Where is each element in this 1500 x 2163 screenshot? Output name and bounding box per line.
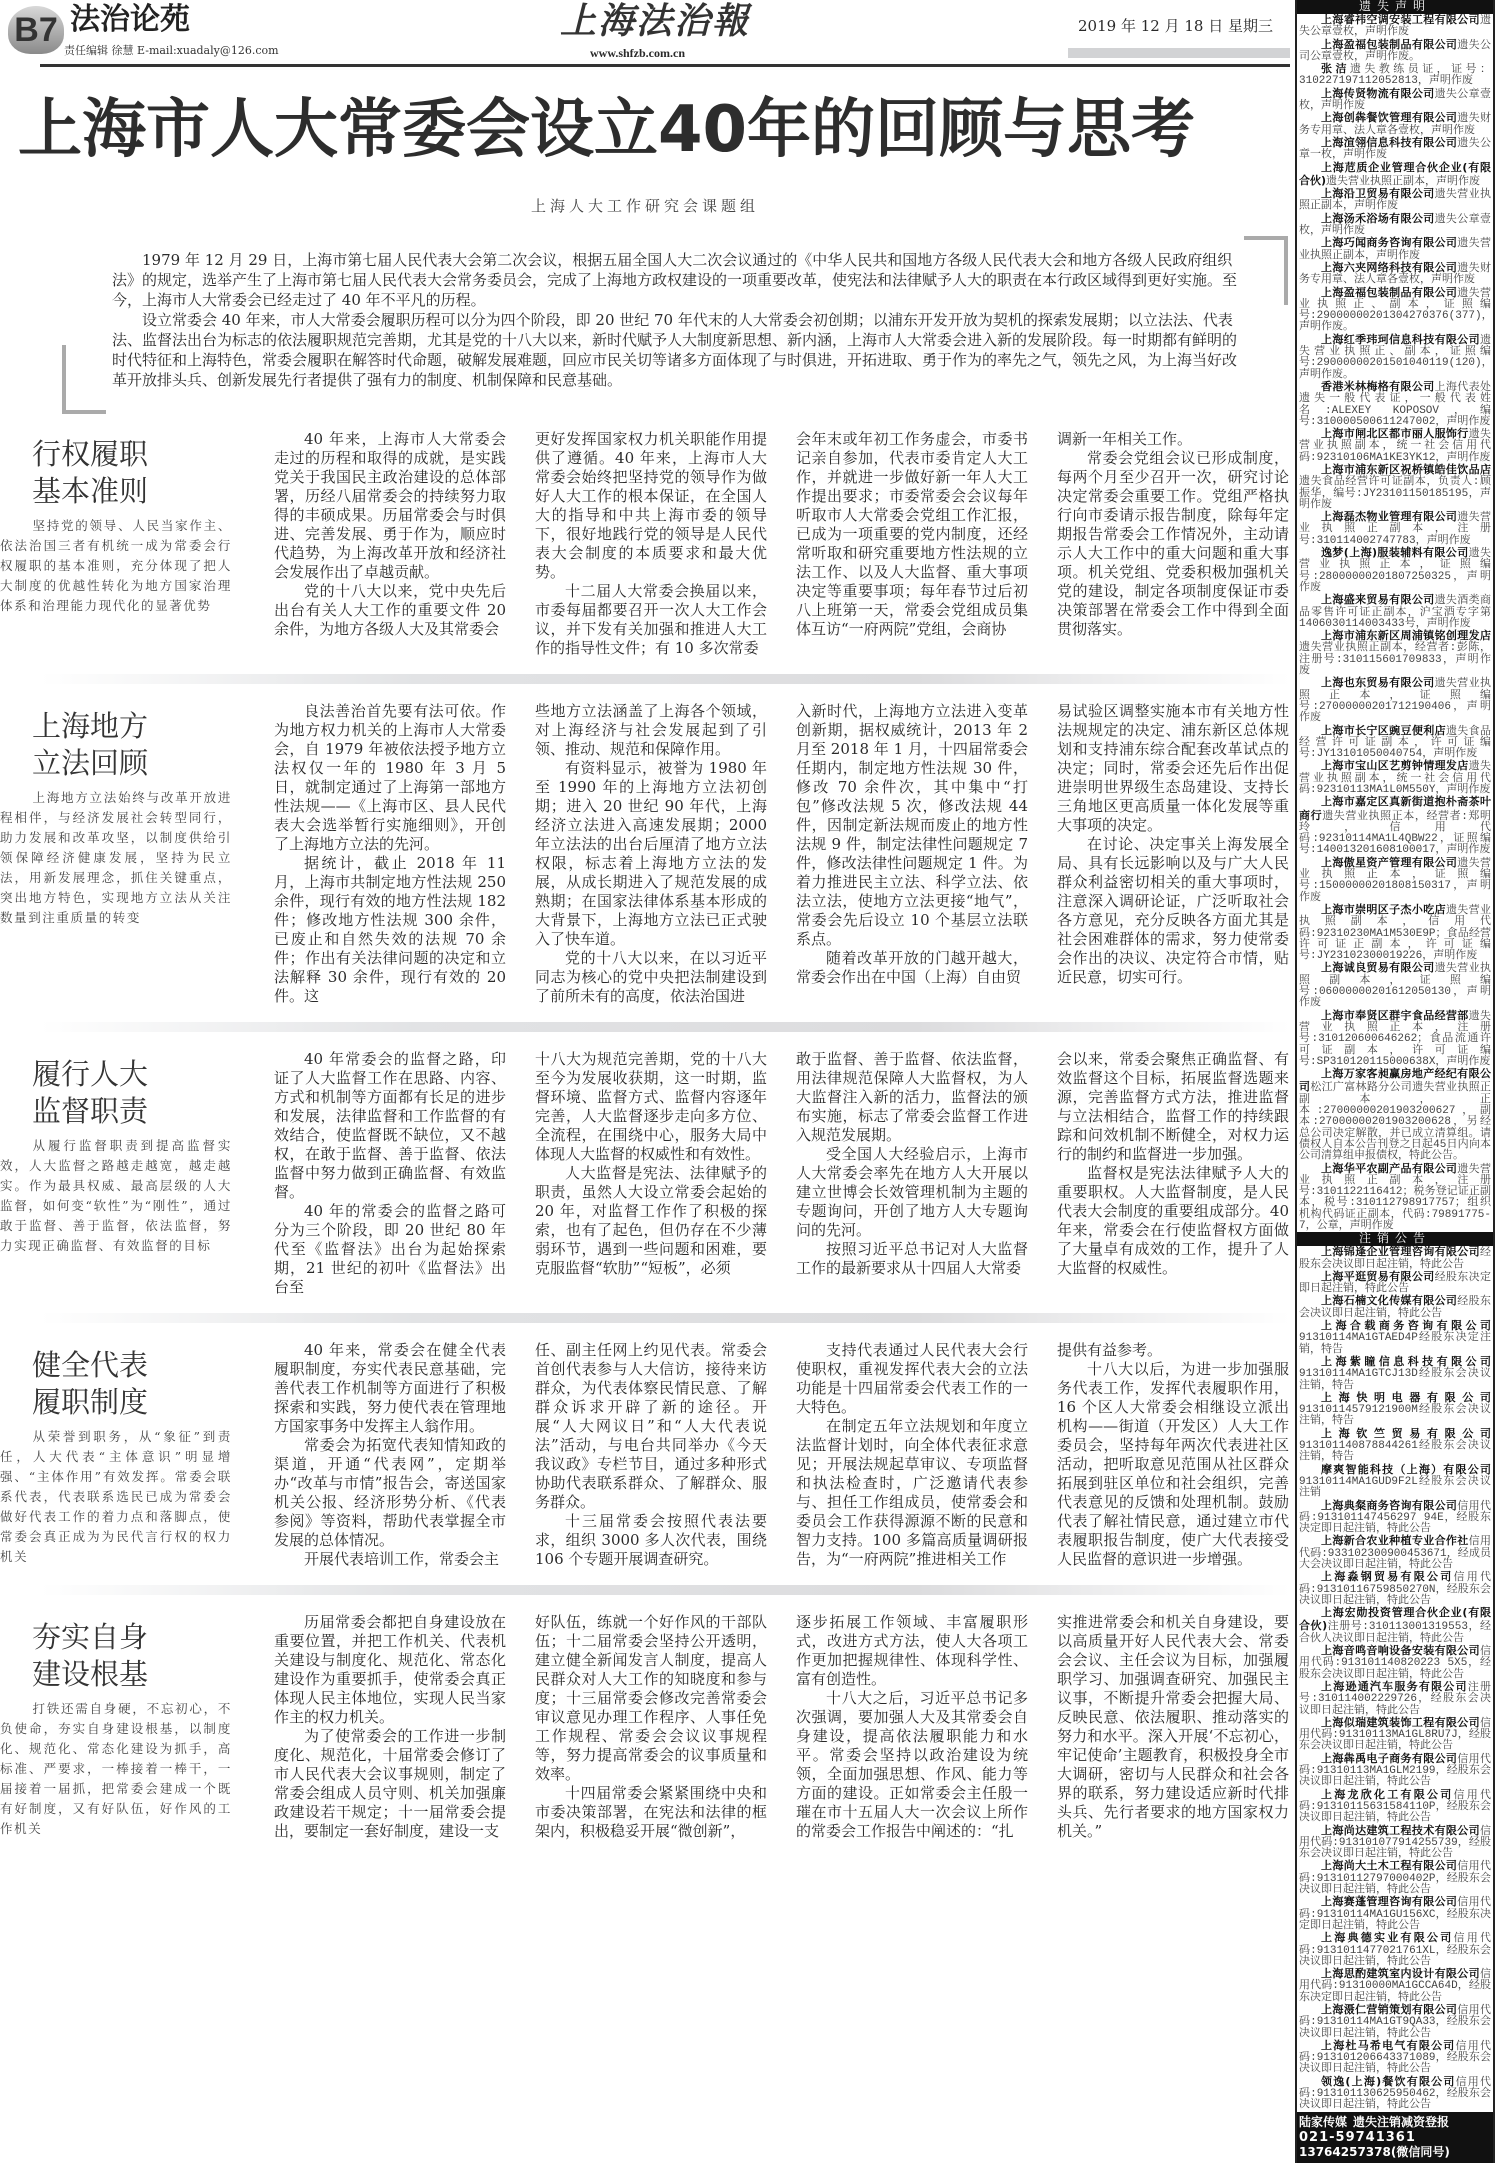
text-column: [1057, 1613, 1289, 1841]
lost-notice-notice: [1297, 594, 1493, 630]
section-summary: 上海地方立法始终与改革开放进程相伴，与经济发展社会转型同行，助力发展和改革攻坚，以制度供给引领保障经济健康发展，坚持为民立法，用新发展理念，抓住关键重点，突出地方特色，实现地方立法从关注数量到注重质量的转变: [0, 790, 232, 925]
notice-company: 上海尚达建筑工程技术有限公司: [1321, 1823, 1480, 1837]
section-heading-line: 上海地方: [32, 709, 149, 743]
section-divider: [40, 1313, 1290, 1323]
paragraph: 40 年来，常委会在健全代表履职制度，夯实代表民意基础，完善代表工作机制等方面进行了积极探索和实践，努力使代表在管理地方国家事务中发挥主人翁作用。: [274, 1341, 506, 1435]
notice-text: 信用代码:91310000MA1GCCA64D，经股东决定即日起注销，特此公告: [1299, 1969, 1491, 2004]
editor-line: 责任编辑 徐慧 E-mail:xuadaly@126.com: [64, 44, 279, 57]
notice-text: 松江广富林路分公司遗失营业执照正副本，正本:27000000201903200627，副本:27000000201903200628，另经总公司决定解散，并已成立清算组。请债权人自本公告刊登之日起45日内向本公司清算组申报债权，特此公告。: [1299, 1082, 1491, 1163]
section-sidebar: [0, 1050, 232, 1297]
notice-company: 上海华平农副产品有限公司: [1321, 1161, 1458, 1175]
cancellation-notice: [1297, 1607, 1493, 1645]
cancellation-notice: [1297, 1753, 1493, 1789]
lost-notice-notice: [1297, 1068, 1493, 1162]
website-link[interactable]: www.shfzb.com.cn: [590, 46, 685, 60]
text-column: [535, 1050, 767, 1297]
section-sidebar: [0, 1613, 232, 1841]
notice-company: 上海宏勋投资管理合伙企业(有限合伙): [1299, 1606, 1491, 1633]
cancellation-notice: [1297, 1246, 1493, 1271]
notice-company: 上海快明电器有限公司: [1321, 1390, 1491, 1404]
notice-company: 上海市浦东新区周浦镇铭创理发店: [1321, 629, 1491, 643]
notice-company: 上海逊通汽车服务有限公司: [1321, 1679, 1468, 1693]
page-number-badge: B7: [8, 6, 64, 54]
lost-notice-notice: [1297, 1163, 1493, 1233]
section-summary: 坚持党的领导、人民当家作主、依法治国三者有机统一成为常委会行权履职的基本准则，充分体现了把人大制度的优越性转化为地方国家治理体系和治理能力现代化的显著优势: [0, 518, 232, 613]
paragraph: 十二届人大常委会换届以来，市委每届都要召开一次人大工作会议，并下发有关加强和推进人大工作的指导性文件；有 10 多次常委: [535, 582, 767, 657]
paragraph: 常委会党组会议已形成制度，每两个月至少召开一次，研究讨论决定常委会重要工作。党组严格执行向市委请示报告制度，除每年定期报告常委会工作情况外，主动请示人大工作中的重大问题和重大事项。机关党组、党委积极加强机关党的建设，制定各项制度保证市委决策部署在常委会工作中得到全面贯彻落实。: [1057, 449, 1289, 638]
text-column: [796, 1050, 1028, 1297]
section-heading-line: 夯实自身: [32, 1620, 149, 1654]
article-section: [0, 1329, 1290, 1579]
notice-text: 遗失食品经营许可证副本，许可证编号:JY13101050040754，声明作废: [1299, 725, 1492, 761]
notice-company: 上海盈福包装制品有限公司: [1321, 37, 1458, 51]
notice-company: 上海合载商务咨询有限公司: [1321, 1319, 1491, 1333]
lost-notice-notice: [1297, 188, 1493, 213]
notice-text: 遗失教练员证，证号：310227197112052813，声明作废: [1299, 64, 1492, 88]
paragraph: 有资料显示，被誉为 1980 年至 1990 年的上海地方立法初创期；进入 20 世纪 90 年代，上海经济立法进入高速发展期；2000 年立法法的出台后厘清了地方立法权限，标志着上海地方立法的发展，从成长期进入了规范发展的成熟期；在国家法律体系基本形成的大背景下，上海地方立法已正式驶入了快车道。: [535, 759, 767, 948]
ad-agency-footer: [1297, 2112, 1493, 2163]
lost-notice-notice: [1297, 904, 1493, 962]
notice-text: 信用代码:91310115631584110P，经股东会决议即日起注销，特此公告: [1299, 1789, 1491, 1825]
notice-company: 上海平逛贸易有限公司: [1321, 1269, 1435, 1283]
article-section: [0, 418, 1290, 668]
notice-company: 上海杜马希电气有限公司: [1321, 2038, 1456, 2052]
cancellation-notice: [1297, 1535, 1493, 1571]
notice-company: 上海傲星资产管理有限公司: [1321, 855, 1458, 869]
paragraph: 在制定五年立法规划和年度立法监督计划时，向全体代表征求意见；开展法规起草审议、专项监督和执法检查时，广泛邀请代表参与、担任工作组成员，使常委会和委员会工作获得源源不断的民意和智力支持。100 多篇高质量调研报告，为“一府两院”推进相关工作: [796, 1417, 1028, 1568]
text-column: [796, 1613, 1028, 1841]
notice-text: 91310114MA1GTAED4P经股东决定注销，特告: [1299, 1332, 1491, 1356]
intro-bracket-left: [62, 345, 106, 414]
notice-text: 信用代码:91310116759850270N，经股东会决议即日起注销，特此公告: [1299, 1572, 1491, 1607]
paragraph: 提供有益参考。: [1057, 1341, 1163, 1359]
lost-notice-notice: [1297, 14, 1493, 39]
lost-notice-notice: [1297, 213, 1493, 238]
agency-phone[interactable]: 021-59741361: [1299, 2129, 1416, 2145]
notice-text: 遗失营业执照正本，证照编号:27000000201712190406，声明作废: [1299, 678, 1492, 725]
notice-text: 经股东决定即日起注销，特此公告: [1299, 1271, 1492, 1296]
notice-text: 遗失营业执照正本，证照编号:28000000201807250325，声明作废: [1299, 548, 1492, 594]
section-summary: 从履行监督职责到提高监督实效，人大监督之路越走越宽，越走越实。作为最具权威、最高层级的人大监督，如何变“软性”为“刚性”，通过敢于监督、善于监督，依法监督，努力实现正确监督、有效监督的目标: [0, 1138, 232, 1253]
article-byline: 上海人大工作研究会课题组: [530, 197, 759, 215]
notice-text: 遗失财务专用章、法人章各壹枚，声明作废: [1299, 113, 1492, 137]
notice-company: 上海典粲商务咨询有限公司: [1321, 1498, 1458, 1512]
lost-notice-heading: 遗失声明: [1297, 0, 1493, 14]
issue-date: 2019 年 12 月 18 日 星期三: [1078, 17, 1273, 35]
notice-text: 遗失营业执照正副本，声明作废: [1326, 175, 1481, 188]
notice-company: 上海盈福包装制品有限公司: [1321, 285, 1458, 299]
paragraph: 更好发挥国家权力机关职能作用提供了遵循。40 年来，上海市人大常委会始终把坚持党的领导作为做好人大工作的根本保证，在全国人大的指导和中共上海市委的领导下，很好地践行党的领导是人民代表大会制度的本质要求和最大优势。: [535, 430, 767, 581]
cancellation-notice: [1297, 1860, 1493, 1896]
notice-company: 张洁: [1321, 62, 1350, 76]
notice-company: 上海市奉贤区群宇食品经营部: [1321, 1008, 1469, 1022]
cancellation-notice: [1297, 1896, 1493, 1932]
notice-company: 上海创犇餐饮管理有限公司: [1321, 111, 1458, 125]
lost-notice-notice: [1297, 857, 1493, 904]
notice-company: 上海似瑞建筑装饰工程有限公司: [1321, 1715, 1480, 1729]
article-section: [0, 1601, 1290, 1851]
intro-paragraph: 1979 年 12 月 29 日，上海市第七届人民代表大会第二次会议，根据五届全国人大二次会议通过的《中华人民共和国地方各级人民代表大会和地方各级人民政府组织法》的规定，选举产生了上海市第七届人民代表大会常务委员会，完成了上海地方政权建设的一项重要改革，使宪法和法律赋予人大的职责在本行政区域得到更好实施。至今，上海市人大常委会已经走过了 40 年不平凡的历程。: [112, 251, 1238, 309]
cancellation-notice: [1297, 1825, 1493, 1861]
intro-paragraph: 设立常委会 40 年来，市人大常委会履职历程可以分为四个阶段，即 20 世纪 70 年代末的人大常委会初创期；以浦东开发开放为契机的探索发展期；以立法法、代表法、监督法出台为标志的依法履职规范完善期，尤其是党的十八大以来，新时代赋予人大制度新思想、新内涵，上海市人大常委会进入新的发展阶段。每一时期都有鲜明的时代特征和上海特色，常委会履职在解答时代命题，破解发展难题，回应市民关切等诸多方面体现了与时俱进，开拓进取、勇于作为的率先之气，领先之风，为上海当好改革开放排头兵、创新发展先行者提供了强有力的制度、机制保障和民意基础。: [112, 311, 1238, 389]
lost-notice-notice: [1297, 63, 1493, 88]
notice-text: 信用代码:91310114MA1GU156XC，经股东决定即日起注销，特此公告: [1299, 1897, 1492, 1932]
paragraph: 会以来，常委会聚焦正确监督、有效监督这个目标，拓展监督选题来源，完善监督方式方法，推进监督与立法相结合，监督工作的持续跟踪和问效机制不断健全，对权力运行的制约和监督进一步加强。: [1057, 1050, 1289, 1163]
section-heading-line: 基本准则: [32, 474, 149, 508]
text-column: [274, 1613, 506, 1841]
notice-company: 上海尚大土木工程有限公司: [1321, 1859, 1458, 1873]
text-column: [535, 1341, 767, 1569]
footer-row: [1299, 2115, 1491, 2130]
article-intro: [112, 250, 1247, 390]
cancellation-notice: [1297, 1645, 1493, 1681]
notice-text: 信用代码:91310113MA1GL8RU7J，经股东会决议即日起注销，特此公告: [1299, 1717, 1491, 1753]
notice-company: 上海巧闻商务咨询有限公司: [1321, 236, 1458, 250]
agency-service: 遗失注销减资登报: [1353, 2114, 1450, 2129]
lost-notice-notice: [1297, 464, 1493, 511]
section-sidebar: [0, 430, 232, 658]
paragraph: 党的十八大以来，党中央先后出台有关人大工作的重要文件 20 余件，为地方各级人大及其常委会: [274, 582, 506, 638]
paragraph: 逐步拓展工作领域、丰富履职形式，改进方式方法，使人大各项工作更加把握规律性、体现科学性、富有创造性。: [796, 1613, 1028, 1688]
text-column: [535, 702, 767, 1006]
notice-company: 上海市崇明区子杰小吃店: [1321, 902, 1446, 916]
cancellation-notice: [1297, 1464, 1493, 1500]
paragraph: 十四届常委会紧紧围绕中央和市委决策部署，在宪法和法律的框架内，积极稳妥开展“微创新”，: [535, 1784, 767, 1840]
classified-ads-column: [1295, 0, 1495, 2163]
lost-notice-notice: [1297, 162, 1493, 189]
text-column: [274, 430, 506, 658]
paragraph: 常委会为拓宽代表知情知政的渠道，开通“代表网”，定期举办“改革与市情”报告会，寄送国家机关公报、经济形势分析、《代表参阅》等资料，帮助代表掌握全市发展的总体情况。: [274, 1436, 506, 1549]
notice-text: 遗失财务专用章、法人章各壹枚，声明作废: [1299, 262, 1492, 287]
cancellation-notice: [1297, 2076, 1493, 2112]
cancellation-notice: [1297, 1271, 1493, 1296]
paragraph: 在讨论、决定事关上海发展全局、具有长远影响以及与广大人民群众利益密切相关的重大事项时，注意深入调研论证，广泛听取社会各方意见，充分反映各方面尤其是社会困难群体的需求，努力使常委会作出的决议、决定符合市情，贴近民意，切实可行。: [1057, 835, 1289, 986]
notice-text: 913101140878844261经股东会决议注销，特告: [1299, 1440, 1491, 1464]
notice-text: 遗失公司公章壹枚，声明作废。: [1299, 39, 1492, 63]
section-sidebar: [0, 1341, 232, 1569]
lost-notice-notice: [1297, 39, 1493, 64]
agency-mobile[interactable]: 13764257378(微信同号): [1299, 2144, 1450, 2159]
article-sections: [0, 418, 1290, 1851]
text-column: [796, 1341, 1028, 1569]
cancellation-notice: [1297, 1500, 1493, 1536]
notice-company: 上海苊质企业管理合伙企业(有限合伙): [1299, 160, 1491, 187]
notice-text: 遗失营业执照正、副本，证照编号:29000000201501040119(120)，声明作废。: [1299, 334, 1493, 381]
text-column: [796, 430, 1028, 658]
notice-company: 上海沿卫贸易有限公司: [1321, 187, 1435, 201]
section-summary: 从荣誉到职务，从“象征”到责任，人大代表“主体意识”明显增强、“主体作用”有效发挥。常委会联系代表，代表联系选民已成为常委会做好代表工作的着力点和落脚点，使常委会真正成为为民代言行权的权力机关: [0, 1429, 232, 1564]
notice-company: 上海石楠文化传媒有限公司: [1321, 1294, 1458, 1308]
section-heading-line: 健全代表: [32, 1348, 149, 1382]
lost-notice-notice: [1297, 381, 1493, 428]
notice-company: 上海诚良贸易有限公司: [1321, 961, 1435, 975]
paragraph: 按照习近平总书记对人大监督工作的最新要求从十四届人大常委: [796, 1240, 1028, 1277]
notice-text: 遗失公章壹枚，声明作废: [1299, 15, 1491, 39]
paragraph: 任、副主任网上约见代表。常委会首创代表参与人大信访，接待来访群众，为代表体察民情民意、了解群众诉求开辟了新的途径。开展“人大网议日”和“人大代表说法”活动，与电台共同举办《今天我议政》专栏节目，通过多种形式协助代表联系群众、了解群众、服务群众。: [535, 1341, 767, 1511]
paragraph: 40 年常委会的监督之路，印证了人大监督工作在思路、内容、方式和机制等方面都有长足的进步和发展，法律监督和工作监督的有效结合，使监督既不缺位，又不越权，在敢于监督、善于监督、依法监督中努力做到正确监督、有效监督。: [274, 1050, 506, 1201]
notice-text: 遗失营业执照正副本，注册号:3101122116412；税务登记证正副本，税号:310112798917757；组织机构代码证正副本，代码:79891775-7，公章，声明作废: [1299, 1163, 1492, 1232]
notice-text: 遗失公章一枚，声明作废: [1299, 137, 1492, 162]
paragraph: 历届常委会都把自身建设放在重要位置，并把工作机关、代表机关建设与制度化、规范化、常态化建设作为重要抓手，使常委会真正体现人民主体地位，实现人民当家作主的权力机关。: [274, 1613, 506, 1726]
text-column: [1057, 1050, 1289, 1297]
text-column: [274, 1050, 506, 1297]
notice-company: 摩爽智能科技（上海）有限公司: [1321, 1462, 1491, 1476]
section-heading: [32, 708, 232, 782]
notice-text: 91310114MA1GTCJ13D经股东会决议注销，特告: [1299, 1368, 1491, 1392]
intro-bracket-right: [1244, 236, 1288, 305]
paragraph: 会年末或年初工作务虚会，市委书记亲自参加，代表市委肯定人大工作，并就进一步做好新一年人大工作提出要求；市委常委会会议每年听取市人大常委会党组工作汇报，已成为一项重要的党内制度，还经常听取和研究重要地方性法规的立法工作、以及人大监督、重大事项决定等重要事项；每年春节过后初八上班第一天，常委会党组成员集体互访“一府两院”党组，会商协: [796, 430, 1028, 638]
notice-company: 上海犇禹电子商务有限公司: [1321, 1751, 1458, 1765]
notice-company: 香港米林梅格有限公司: [1321, 379, 1435, 393]
notice-text: 91310114579121900M经股东会决议注销，特告: [1299, 1404, 1491, 1428]
section-heading: [32, 1056, 232, 1130]
notice-text: 遗失营业执照正本，经营者:郑明玲，信用代码:92310114MA1L4QBW22，证照编号:140013201608100017，声明作废: [1299, 810, 1492, 857]
notice-text: 遗失营业执照正本，注册号:310120600646262；食品流通许可证副本，许可证编号:SP310120115000638X，声明作废: [1299, 1010, 1492, 1068]
notice-text: 遗失酒类商品零售许可证正副本，沪宝酒专字第1406030114003433号，声明作废: [1299, 595, 1492, 630]
notice-text: 遗失营业执照副本，统一社会信用代码:92310106MA1KE3YK12，声明作废: [1299, 429, 1492, 464]
notice-text: 经股东会决议即日起注销，特此公告: [1299, 1247, 1491, 1271]
cancellation-heading: 注销公告: [1297, 1232, 1493, 1246]
paragraph: 人大监督是宪法、法律赋予的职责，虽然人大设立常委会起始的 20 年，对监督工作作了积极的探索，也有了起色，但仍存在不少薄弱环节，遇到一些问题和困难，要克服监督“软肋”“短板”，必须: [535, 1164, 767, 1277]
notice-text: 信用代码:91310112797000402P，经股东会决议即日起注销，特此公告: [1299, 1861, 1492, 1897]
section-heading: [32, 1619, 232, 1693]
section-heading-line: 行权履职: [32, 437, 149, 471]
paragraph: 好队伍，练就一个好作风的干部队伍；十二届常委会坚持公开透明，建立健全新闻发言人制度，提高人民群众对人大工作的知晓度和参与度；十三届常委会修改完善常委会审议意见办理工作程序、人事任免工作规程、常委会会议议事规程等，努力提高常委会的议事质量和效率。: [535, 1613, 767, 1783]
notice-text: 遗失公章壹枚，声明作废: [1299, 88, 1492, 113]
notice-text: 信用代码:913101206643371089，经股东会决议即日起注销，特此公告: [1299, 2040, 1492, 2076]
lost-notice-notice: [1297, 137, 1493, 162]
paragraph: 实推进常委会和机关自身建设，要以高质量开好人民代表大会、常委会会议、主任会议为目标，加强履职学习、加强调查研究、加强民主议事，不断提升常委会把握大局、反映民意、依法履职、推动落实的努力和水平。深入开展‘不忘初心，牢记使命’主题教育，积极投身全市大调研，密切与人民群众和社会各界的联系，努力建设适应新时代排头兵、先行者要求的地方国家权力机关。”: [1057, 1613, 1289, 1840]
notice-text: 遗失营业执照副本，证照编号:06000000201612050130，声明作废: [1299, 963, 1492, 1010]
section-heading-line: 建设根基: [32, 1657, 149, 1691]
section-divider: [40, 1585, 1290, 1595]
section-heading-line: 履职制度: [32, 1385, 149, 1419]
paragraph: 十八大之后，习近平总书记多次强调，要加强人大及其常委会自身建设，提高依法履职能力和水平。常委会坚持以政治建设为统领，全面加强思想、作风、能力等方面的建设。正如常委会主任殷一璀在市十五届人大一次会议上所作的常委会工作报告中阐述的：“扎: [796, 1689, 1028, 1840]
paragraph: 十八大以后，为进一步加强服务代表工作，发挥代表履职作用，16 个区人大常委会相继设立派出机构——街道（开发区）人大工作委员会，坚持每年两次代表进社区活动，把听取意见范围从社区群众拓展到驻区单位和社会组织，完善代表意见的反馈和处理机制。鼓励代表了解社情民意，通过建立市代表履职报告制度，使广大代表接受人民监督的意识进一步增强。: [1057, 1360, 1289, 1568]
text-column: [1057, 1341, 1289, 1569]
paragraph: 据统计，截止 2018 年 11 月，上海市共制定地方性法规 250 余件，现行有效的地方性法规 182 件；修改地方性法规 300 余件，已废止和自然失效的法规 70 余件；作出有关法律问题的决定和立法解释 30 余件，现行有效的 20 件。这: [274, 854, 506, 1005]
notice-text: 遗失营业执照正、副本，证照编号:29000000201304270376(377)，声明作废。: [1299, 287, 1493, 334]
lost-notice-notice: [1297, 725, 1493, 761]
notice-company: 上海渲翎信息科技有限公司: [1321, 135, 1458, 149]
lost-notice-notice: [1297, 334, 1493, 381]
text-column: [535, 430, 767, 658]
section-heading-line: 履行人大: [32, 1057, 149, 1091]
notice-text: 遗失营业执照正副本，注册号:310114002747783，声明作废: [1299, 512, 1492, 547]
notice-company: 上海市宝山区艺剪钟情理发店: [1321, 759, 1469, 773]
cancellation-notice: [1297, 1320, 1493, 1356]
paragraph: 调新一年相关工作。: [1057, 430, 1193, 448]
paragraph: 十八大为规范完善期，党的十八大至今为发展收获期，这一时期，监督环境、监督方式、监督内容逐年完善，人大监督逐步走向多方位、全流程，在围绕中心，服务大局中体现人大监督的权威性和有效性。: [535, 1050, 767, 1163]
notice-text: 信用代码:9131011477021761XL，经股东会决议即日起注销，特此公告: [1299, 1933, 1491, 1968]
notice-text: 遗失营业执照正副本，经营者:彭陈，注册号:310115601709833，声明作废: [1299, 642, 1491, 678]
cancellation-notice: [1297, 1717, 1493, 1753]
notice-company: 逸梦(上海)服装辅料有限公司: [1321, 546, 1469, 560]
notice-company: 上海红季玮珂信息科技有限公司: [1321, 332, 1480, 346]
notice-text: 遗失营业执照正副本，声明作废: [1299, 189, 1492, 213]
notice-company: 上海市嘉定区真新街道抱朴斋茶叶商行: [1299, 795, 1491, 822]
cancellation-notice: [1297, 1932, 1493, 1968]
lost-notice-notice: [1297, 547, 1493, 594]
section-summary: 打铁还需自身硬，不忘初心，不负使命，夯实自身建设根基，以制度化、规范化、常态化建设为抓手，高标准、严要求，一棒接着一棒干，一届接着一届抓，把常委会建成一个既有好制度，又有好队伍，好作风的工作机关: [0, 1701, 232, 1836]
notice-company: 上海万家客昶赢房地产经纪有限公司: [1299, 1067, 1491, 1094]
lost-notice-notice: [1297, 760, 1493, 796]
header-rule: [40, 64, 1290, 67]
notice-company: 上海锦逢企业管理咨询有限公司: [1321, 1245, 1480, 1259]
notice-company: 上海磊杰物业管理有限公司: [1321, 510, 1458, 524]
notice-company: 上海汤禾浴场有限公司: [1321, 211, 1435, 225]
section-heading-line: 立法回顾: [32, 746, 149, 780]
notice-company: 上海龙欣化工有限公司: [1321, 1787, 1454, 1801]
paragraph: 为了使常委会的工作进一步制度化、规范化，十届常委会修订了市人民代表大会议事规则，制定了常委会组成人员守则、机关加强廉政建设若干规定；十一届常委会提出，要制定一套好制度，建设一支: [274, 1727, 506, 1840]
section-heading-line: 监督职责: [32, 1094, 149, 1128]
notice-company: 上海思酌建筑室内设计有限公司: [1321, 1967, 1480, 1981]
notice-text: 91310114MA1GUD9F2L经股东会决议注销: [1299, 1475, 1491, 1500]
notice-company: 上海赛蓬管理咨询有限公司: [1321, 1895, 1458, 1909]
cancellation-notice: [1297, 1356, 1493, 1392]
newspaper-masthead: 上海法治報: [560, 0, 751, 42]
lost-notice-notice: [1297, 287, 1493, 334]
cancellation-notice: [1297, 1789, 1493, 1825]
paragraph: 随着改革开放的门越开越大，常委会作出在中国（上海）自由贸: [796, 949, 1028, 986]
cancellation-notice: [1297, 1681, 1493, 1717]
notice-company: 上海音鸣音响设备安装有限公司: [1321, 1644, 1480, 1658]
lost-notice-notice: [1297, 262, 1493, 287]
text-column: [274, 702, 506, 1006]
text-column: [535, 1613, 767, 1841]
notice-company: 上海滠仁营销策划有限公司: [1321, 2002, 1458, 2016]
notice-company: 上海典德实业有限公司: [1321, 1931, 1454, 1945]
text-column: [1057, 702, 1289, 1006]
notice-text: 注册号:310113001319553，经合伙人决议即日起注销，特此公告: [1299, 1621, 1491, 1645]
paragraph: 40 年的常委会的监督之路可分为三个阶段，即 20 世纪 80 年代至《监督法》出台为起始探索期，21 世纪的初叶《监督法》出台至: [274, 1202, 506, 1296]
notice-text: 遗失营业执照正副本，声明作废: [1299, 238, 1492, 262]
lost-notice-notice: [1297, 962, 1493, 1009]
section-name: 法治论苑: [70, 2, 190, 37]
cancellation-notice: [1297, 1571, 1493, 1607]
paragraph: 40 年来，上海市人大常委会走过的历程和取得的成就，是实践党关于我国民主政治建设的总体部署，历经八届常委会的持续努力取得的丰硕成果。历届常委会与时俱进、完善发展、勇于作为，顺应时代趋势，为上海改革开放和经济社会发展作出了卓越贡献。: [274, 430, 506, 581]
paragraph: 易试验区调整实施本市有关地方性法规规定的决定、浦东新区总体规划和支持浦东综合配套改革试点的决定；同时，常委会还先后作出促进崇明世界级生态岛建设、支持长三角地区更高质量一体化发展等重大事项的决定。: [1057, 702, 1289, 834]
notice-company: 上海也东贸易有限公司: [1321, 676, 1435, 690]
paragraph: 良法善治首先要有法可依。作为地方权力机关的上海市人大常委会，自 1979 年被依法授予地方立法权仅一年的 1980 年 3 月 5 日，就制定通过了上海第一部地方性法规——《上海市区、县人民代表大会选举暂行实施细则》，开创了上海地方立法的先河。: [274, 702, 506, 853]
lost-notice-notice: [1297, 88, 1493, 113]
paragraph: 支持代表通过人民代表大会行使职权，重视发挥代表大会的立法功能是十四届常委会代表工作的一大特色。: [796, 1341, 1028, 1416]
header-gray-bar: [1068, 48, 1290, 58]
notice-text: 信用代码:913101147456297 94E，经股东决定即日起注销，特此公告: [1299, 1500, 1492, 1536]
section-divider: [40, 674, 1290, 684]
notice-company: 上海市浦东新区祝桥镇皓佳饮品店: [1321, 462, 1491, 476]
paragraph: 些地方立法涵盖了上海各个领域，对上海经济与社会发展起到了引领、推动、规范和保障作用。: [535, 702, 767, 758]
lost-notice-notice: [1297, 511, 1493, 547]
lost-notice-notice: [1297, 112, 1493, 137]
paragraph: 敢于监督、善于监督、依法监督，用法律规范保障人大监督权，为人大监督注入新的活力，监督法的颁布实施，标志了常委会监督工作进入规范发展期。: [796, 1050, 1028, 1144]
paragraph: 受全国人大经验启示，上海市人大常委会率先在地方人大开展以建立世博会长效管理机制为主题的专题询问，开创了地方人大专题询问的先河。: [796, 1145, 1028, 1239]
paragraph: 十三届常委会按照代表法要求，组织 3000 多人次代表，围绕 106 个专题开展调查研究。: [535, 1512, 767, 1568]
notice-text: 信用代码:91310114MA1GT9QA33，经股东会决议即日起注销，特此公告: [1299, 2004, 1492, 2040]
section-heading: [32, 436, 232, 510]
notice-text: 上海代表处遗失一般代表证，一般代表姓名:ALEXEY KOPOSOV，编号:310000500611247002，声明作废: [1299, 381, 1492, 428]
lost-notice-notice: [1297, 1010, 1493, 1068]
notice-company: 上海市长宁区豌豆便利店: [1321, 723, 1446, 737]
text-column: [1057, 430, 1289, 658]
notice-company: 上海睿祎空调安装工程有限公司: [1321, 13, 1480, 26]
cancellation-notice: [1297, 1428, 1493, 1464]
cancellation-notice: [1297, 2004, 1493, 2040]
article-section: [0, 690, 1290, 1016]
lost-notice-notice: [1297, 630, 1493, 677]
paragraph: 党的十八大以来，在以习近平同志为核心的党中央把法制建设到了前所未有的高度，依法治国进: [535, 949, 767, 1005]
article-section: [0, 1038, 1290, 1307]
notice-company: 上海紫瞳信息科技有限公司: [1321, 1354, 1491, 1368]
notice-text: 遗失营业执照副本，统一社会信用代码:92310113MA1L0M550Y，声明作废: [1299, 761, 1492, 796]
notice-company: 上海盛来贸易有限公司: [1321, 593, 1435, 607]
notice-text: 信用代码:913101140820223 5X5，经股东会决议即日起注销，特此公告: [1299, 1646, 1491, 1681]
notice-text: 信用代码:933102300900453671，经成员大会决议即日起注销，特此公告: [1299, 1536, 1492, 1571]
notice-text: 信用代码:913101077914255739，经股东会决议即日起注销，特此公告: [1299, 1825, 1491, 1861]
paragraph: 监督权是宪法法律赋予人大的重要职权。人大监督制度，是人民代表大会制度的重要组成部分。40 年来，常委会在行使监督权方面做了大量卓有成效的工作，提升了人大监督的权威性。: [1057, 1164, 1289, 1277]
notice-text: 遗失公章壹枚，声明作废: [1299, 213, 1492, 238]
section-sidebar: [0, 702, 232, 1006]
cancellation-notice: [1297, 2040, 1493, 2076]
notice-text: 信用代码:91310113MA1GLM2199，经股东会决议即日起注销，特此公告: [1299, 1753, 1492, 1789]
cancellation-notice: [1297, 1392, 1493, 1428]
text-column: [796, 702, 1028, 1006]
lost-notice-notice: [1297, 677, 1493, 724]
section-divider: [40, 1022, 1290, 1032]
notice-company: 上海淼钢贸易有限公司: [1321, 1570, 1454, 1584]
notice-text: 遗失营业执照副本，信用代码:92310230MA1M530E9P；食品经营许可证正副本，许可证编号:JY23102300019226，声明作废: [1299, 904, 1492, 963]
section-heading: [32, 1347, 232, 1421]
notice-text: 注册号:310114002229726，经股东会决议即日起注销，特此公告: [1299, 1681, 1492, 1717]
notice-company: 领逸(上海)餐饮有限公司: [1321, 2074, 1456, 2088]
notice-text: 信用代码:913101130625950462，经股东会决议即日起注销，特此公告: [1299, 2076, 1491, 2112]
cancellation-notice: [1297, 1295, 1493, 1320]
lost-notice-notice: [1297, 796, 1493, 856]
paragraph: 开展代表培训工作，常委会主: [304, 1550, 500, 1568]
text-column: [274, 1341, 506, 1569]
notice-company: 上海六夹网络科技有限公司: [1321, 260, 1458, 274]
paragraph: 入新时代，上海地方立法进入变革创新期，据权威统计，2013 年 2 月至 2018 年 1 月，十四届常委会任期内，制定地方性法规 30 件，修改 70 余件次，其中集中“打包”修改法规 5 次，修改法规 44 件，因制定新法规而废止的地方性法规 9 件，制定法律性问题规定 7 件，修改法律性问题规定 1 件。为着力推进民主立法、科学立法、依法立法，使地方立法更接“地气”，常委会先后设立 10 个基层立法联系点。: [796, 702, 1028, 948]
agency-name: 陆家传媒: [1299, 2114, 1348, 2129]
lost-notice-notice: [1297, 428, 1493, 464]
cancellation-notice: [1297, 1968, 1493, 2004]
notice-text: 经股东会决议即日起注销，特此公告: [1299, 1296, 1492, 1320]
notice-company: 上海钦竺贸易有限公司: [1321, 1426, 1491, 1440]
notice-company: 上海新合农业种植专业合作社: [1321, 1534, 1469, 1548]
notice-text: 遗失营业执照正本，证照编号:15000000201808150317，声明作废: [1299, 857, 1492, 904]
lost-notice-notice: [1297, 237, 1493, 262]
notice-text: 遗失食品经营许可证副本，负责人:顾振华，编号:JY23101150185195，声明作废: [1299, 476, 1491, 511]
notice-company: 上海市闸北区都市丽人服饰行: [1321, 427, 1469, 441]
article-title: 上海市人大常委会设立40年的回顾与思考: [18, 93, 1196, 167]
notice-company: 上海传贤物流有限公司: [1321, 86, 1435, 100]
